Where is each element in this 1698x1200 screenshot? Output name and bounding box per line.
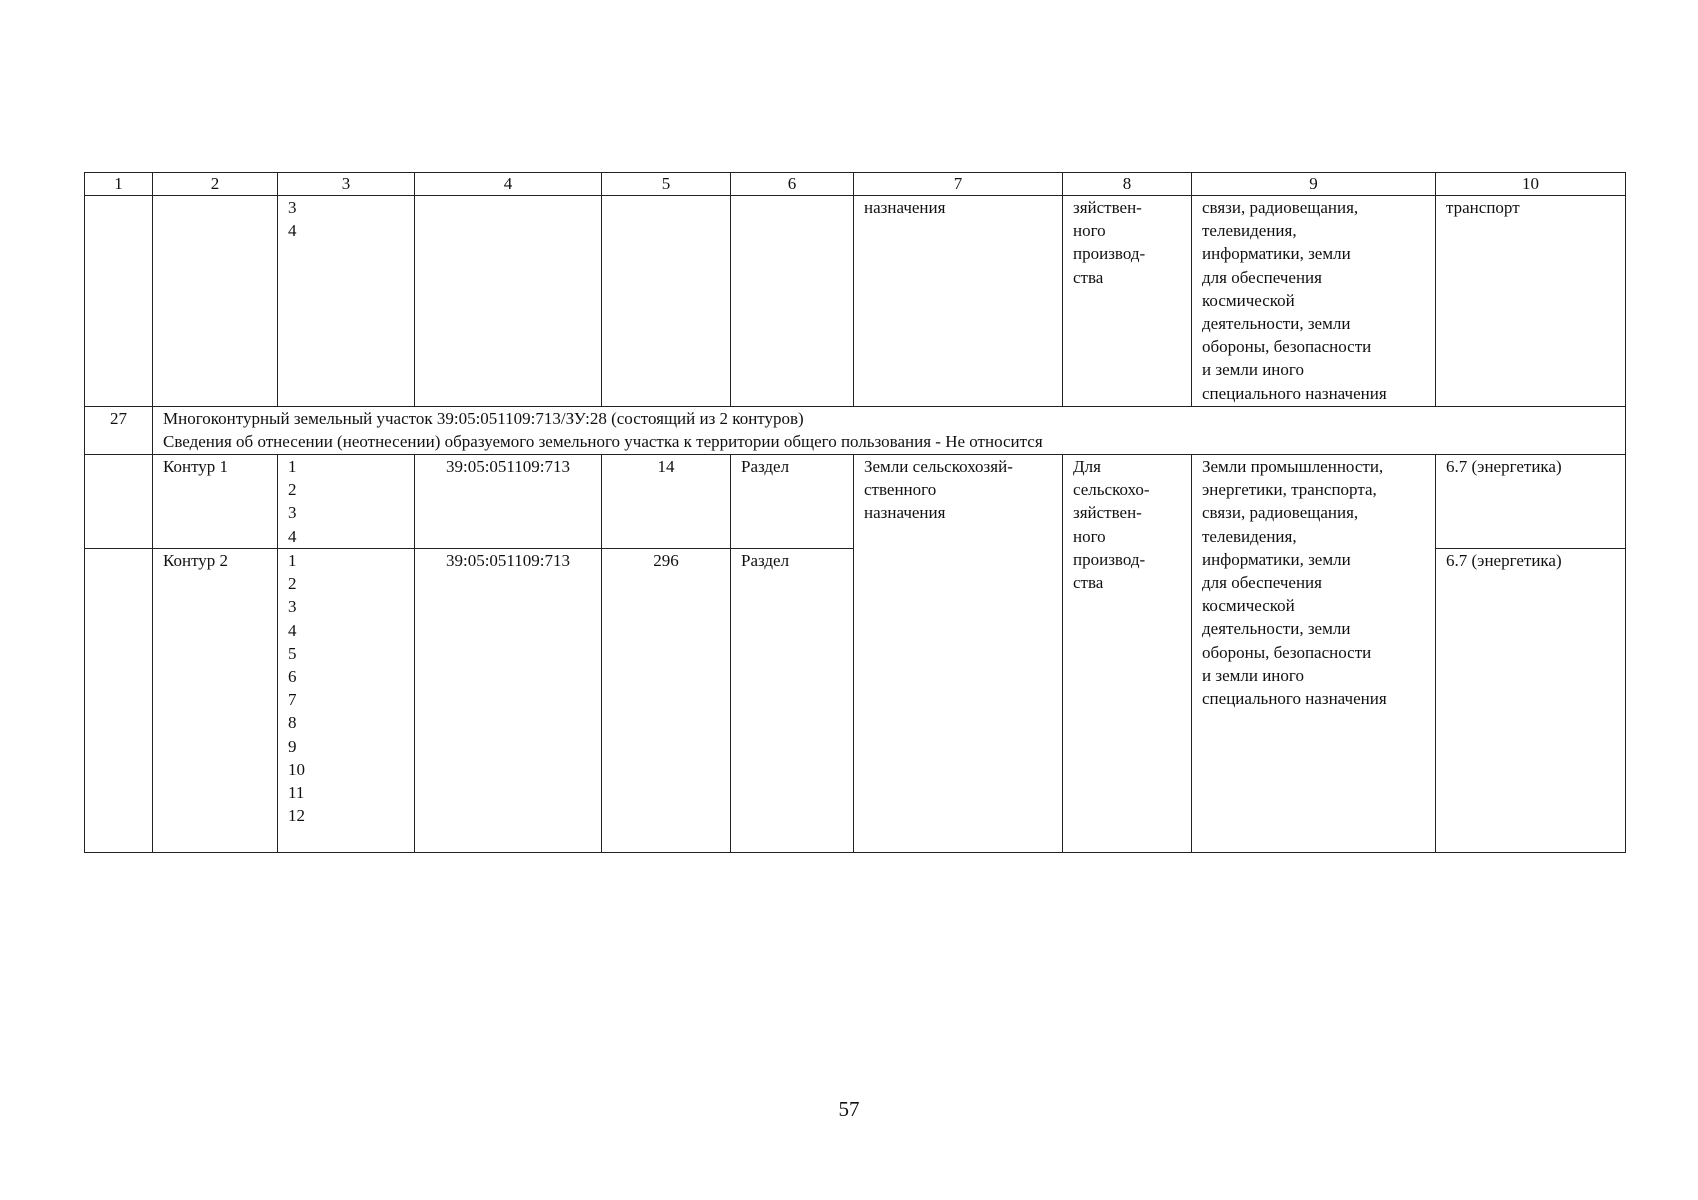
empty-cell — [602, 196, 731, 407]
empty-cell — [415, 196, 602, 407]
area-cell: 296 — [602, 549, 731, 853]
empty-cell — [731, 196, 854, 407]
column-number-row — [85, 173, 1626, 196]
category-target-cell: Земли промышленности, энергетики, транспорта, связи, радиовещания, телевидения, информатики, земли для обеспечения космической деятельности, земли обороны, безопасности и земли иного специального назначения — [1192, 455, 1436, 853]
vri-cell: 6.7 (энергетика) — [1436, 455, 1626, 549]
column-number: 2 — [153, 173, 278, 196]
continued-row — [85, 196, 1626, 407]
points-cell: 3 4 — [278, 196, 415, 407]
parcel-header-row — [85, 407, 1626, 455]
page-number: 57 — [838, 1097, 860, 1121]
category-cell: Земли сельскохозяй- ственного назначения — [854, 455, 1063, 853]
contour-name: Контур 1 — [153, 455, 278, 549]
public-use-note: Сведения об отнесении (неотнесении) образуемого земельного участка к территории общего пользования - Не относится — [163, 432, 1043, 452]
empty-cell — [153, 196, 278, 407]
column-number: 10 — [1436, 173, 1626, 196]
contour-name: Контур 2 — [153, 549, 278, 853]
column-number: 8 — [1063, 173, 1192, 196]
empty-cell — [85, 455, 153, 549]
column-number: 3 — [278, 173, 415, 196]
column-number: 9 — [1192, 173, 1436, 196]
parcel-number: 27 — [85, 407, 153, 455]
vri-cell: 6.7 (энергетика) — [1436, 549, 1626, 853]
points-cell: 1 2 3 4 5 6 7 8 9 10 11 12 — [278, 549, 415, 853]
contour-row-1 — [85, 455, 1626, 549]
column-number: 1 — [85, 173, 153, 196]
column-number: 4 — [415, 173, 602, 196]
category-target-cell: связи, радиовещания, телевидения, информатики, земли для обеспечения космической деятельности, земли обороны, безопасности и земли иного специального назначения — [1192, 196, 1436, 407]
parcel-description — [153, 407, 1626, 455]
land-parcels-table — [84, 172, 1626, 853]
column-number: 7 — [854, 173, 1063, 196]
column-number: 6 — [731, 173, 854, 196]
method-cell: Раздел — [731, 455, 854, 549]
source-parcel-cell: 39:05:051109:713 — [415, 549, 602, 853]
source-parcel-cell: 39:05:051109:713 — [415, 455, 602, 549]
empty-cell — [85, 549, 153, 853]
permitted-use-doc-cell: Для сельскохо- зяйствен- ного производ- ства — [1063, 455, 1192, 853]
empty-cell — [85, 196, 153, 407]
permitted-use-doc-cell: зяйствен- ного производ- ства — [1063, 196, 1192, 407]
area-cell: 14 — [602, 455, 731, 549]
column-number: 5 — [602, 173, 731, 196]
vri-cell: транспорт — [1436, 196, 1626, 407]
category-cell: назначения — [854, 196, 1063, 407]
method-cell: Раздел — [731, 549, 854, 853]
parcel-title: Многоконтурный земельный участок 39:05:051109:713/ЗУ:28 (состоящий из 2 контуров) — [163, 409, 804, 428]
points-cell: 1 2 3 4 — [278, 455, 415, 549]
